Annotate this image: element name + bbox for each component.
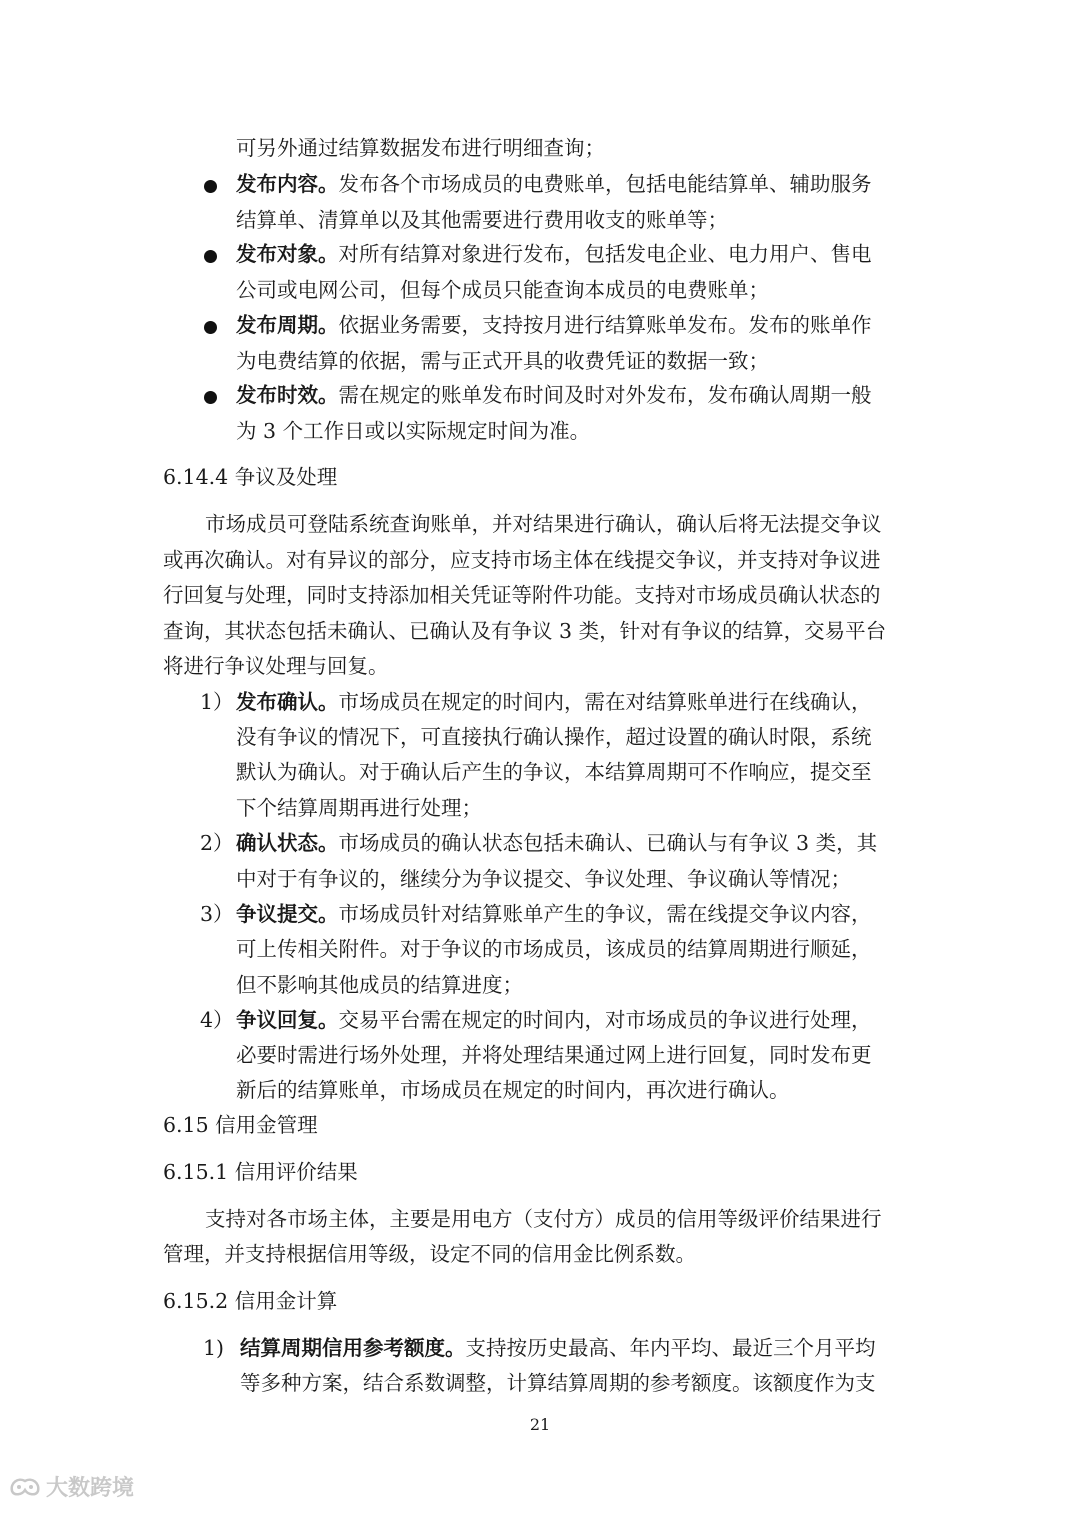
section-heading: 6.15 信用金管理 bbox=[163, 1113, 318, 1137]
paragraph-line: 行回复与处理，同时支持添加相关凭证等附件功能。支持对市场成员确认状态的 bbox=[163, 583, 881, 607]
paragraph-line: 或再次确认。对有异议的部分，应支持市场主体在线提交争议，并支持对争议进 bbox=[163, 548, 881, 572]
item-number: 4） bbox=[200, 1008, 234, 1032]
bullet-text: 需在规定的账单发布时间及时对外发布，发布确认周期一般 bbox=[338, 383, 872, 407]
item-number: 3） bbox=[200, 902, 234, 926]
item-text: 中对于有争议的，继续分为争议提交、争议处理、争议确认等情况； bbox=[236, 867, 851, 891]
item-text: 新后的结算账单，市场成员在规定的时间内，再次进行确认。 bbox=[236, 1078, 790, 1102]
bullet-title: 发布内容。 bbox=[236, 172, 339, 196]
bullet-dot-icon bbox=[204, 321, 217, 334]
item-text: 必要时需进行场外处理，并将处理结果通过网上进行回复，同时发布更 bbox=[236, 1043, 872, 1067]
item-text: 交易平台需在规定的时间内，对市场成员的争议进行处理， bbox=[338, 1008, 872, 1032]
section-heading: 6.14.4 争议及处理 bbox=[163, 465, 338, 489]
bullet-dot-icon bbox=[204, 180, 217, 193]
item-text: 市场成员针对结算账单产生的争议，需在线提交争议内容， bbox=[338, 902, 872, 926]
bullet-title: 发布周期。 bbox=[236, 313, 339, 337]
page-number: 21 bbox=[529, 1415, 551, 1434]
item-text: 支持按历史最高、年内平均、最近三个月平均 bbox=[465, 1336, 876, 1360]
item-title: 争议回复。 bbox=[236, 1008, 339, 1032]
bullet-text: 发布各个市场成员的电费账单，包括电能结算单、辅助服务 bbox=[338, 172, 872, 196]
item-text: 下个结算周期再进行处理； bbox=[236, 796, 482, 820]
bullet-text: 为电费结算的依据，需与正式开具的收费凭证的数据一致； bbox=[236, 349, 769, 373]
item-text: 默认为确认。对于确认后产生的争议，本结算周期可不作响应，提交至 bbox=[236, 760, 872, 784]
bullet-dot-icon bbox=[204, 250, 217, 263]
bullet-text: 对所有结算对象进行发布，包括发电企业、电力用户、售电 bbox=[338, 242, 872, 266]
bullet-text: 为 3 个工作日或以实际规定时间为准。 bbox=[236, 419, 591, 443]
bullet-text: 公司或电网公司，但每个成员只能查询本成员的电费账单； bbox=[236, 278, 769, 302]
bullet-dot-icon bbox=[204, 391, 217, 404]
bullet-title: 发布时效。 bbox=[236, 383, 339, 407]
item-number: 1） bbox=[200, 690, 234, 714]
watermark bbox=[8, 1466, 134, 1506]
item-title: 确认状态。 bbox=[236, 831, 339, 855]
bullet-text: 结算单、清算单以及其他需要进行费用收支的账单等； bbox=[236, 208, 728, 232]
item-text: 可上传相关附件。对于争议的市场成员，该成员的结算周期进行顺延， bbox=[236, 937, 872, 961]
intro-tail: 可另外通过结算数据发布进行明细查询； bbox=[236, 136, 605, 160]
item-title: 争议提交。 bbox=[236, 902, 339, 926]
item-text: 没有争议的情况下，可直接执行确认操作，超过设置的确认时限，系统 bbox=[236, 725, 872, 749]
paragraph-line: 管理，并支持根据信用等级，设定不同的信用金比例系数。 bbox=[163, 1242, 696, 1266]
item-number: 2） bbox=[200, 831, 234, 855]
item-title: 发布确认。 bbox=[236, 690, 339, 714]
bullet-title: 发布对象。 bbox=[236, 242, 339, 266]
subsection-heading: 6.15.2 信用金计算 bbox=[163, 1289, 338, 1313]
item-text: 市场成员在规定的时间内，需在对结算账单进行在线确认， bbox=[338, 690, 872, 714]
paragraph-line: 市场成员可登陆系统查询账单，并对结果进行确认，确认后将无法提交争议 bbox=[205, 512, 882, 536]
paragraph-line: 支持对各市场主体，主要是用电方（支付方）成员的信用等级评价结果进行 bbox=[205, 1207, 882, 1231]
subsection-heading: 6.15.1 信用评价结果 bbox=[163, 1160, 358, 1184]
item-text: 但不影响其他成员的结算进度； bbox=[236, 973, 523, 997]
paragraph-line: 查询，其状态包括未确认、已确认及有争议 3 类，针对有争议的结算，交易平台 bbox=[163, 619, 887, 643]
bullet-text: 依据业务需要，支持按月进行结算账单发布。发布的账单作 bbox=[338, 313, 872, 337]
paragraph-line: 将进行争议处理与回复。 bbox=[163, 654, 389, 678]
item-text: 市场成员的确认状态包括未确认、已确认与有争议 3 类，其 bbox=[338, 831, 878, 855]
watermark-logo-icon bbox=[8, 1473, 42, 1499]
watermark-text: 大数跨境 bbox=[46, 1475, 135, 1501]
item-text: 等多种方案，结合系数调整，计算结算周期的参考额度。该额度作为支 bbox=[240, 1371, 876, 1395]
item-number: 1) bbox=[203, 1336, 225, 1360]
item-title: 结算周期信用参考额度。 bbox=[240, 1336, 466, 1360]
